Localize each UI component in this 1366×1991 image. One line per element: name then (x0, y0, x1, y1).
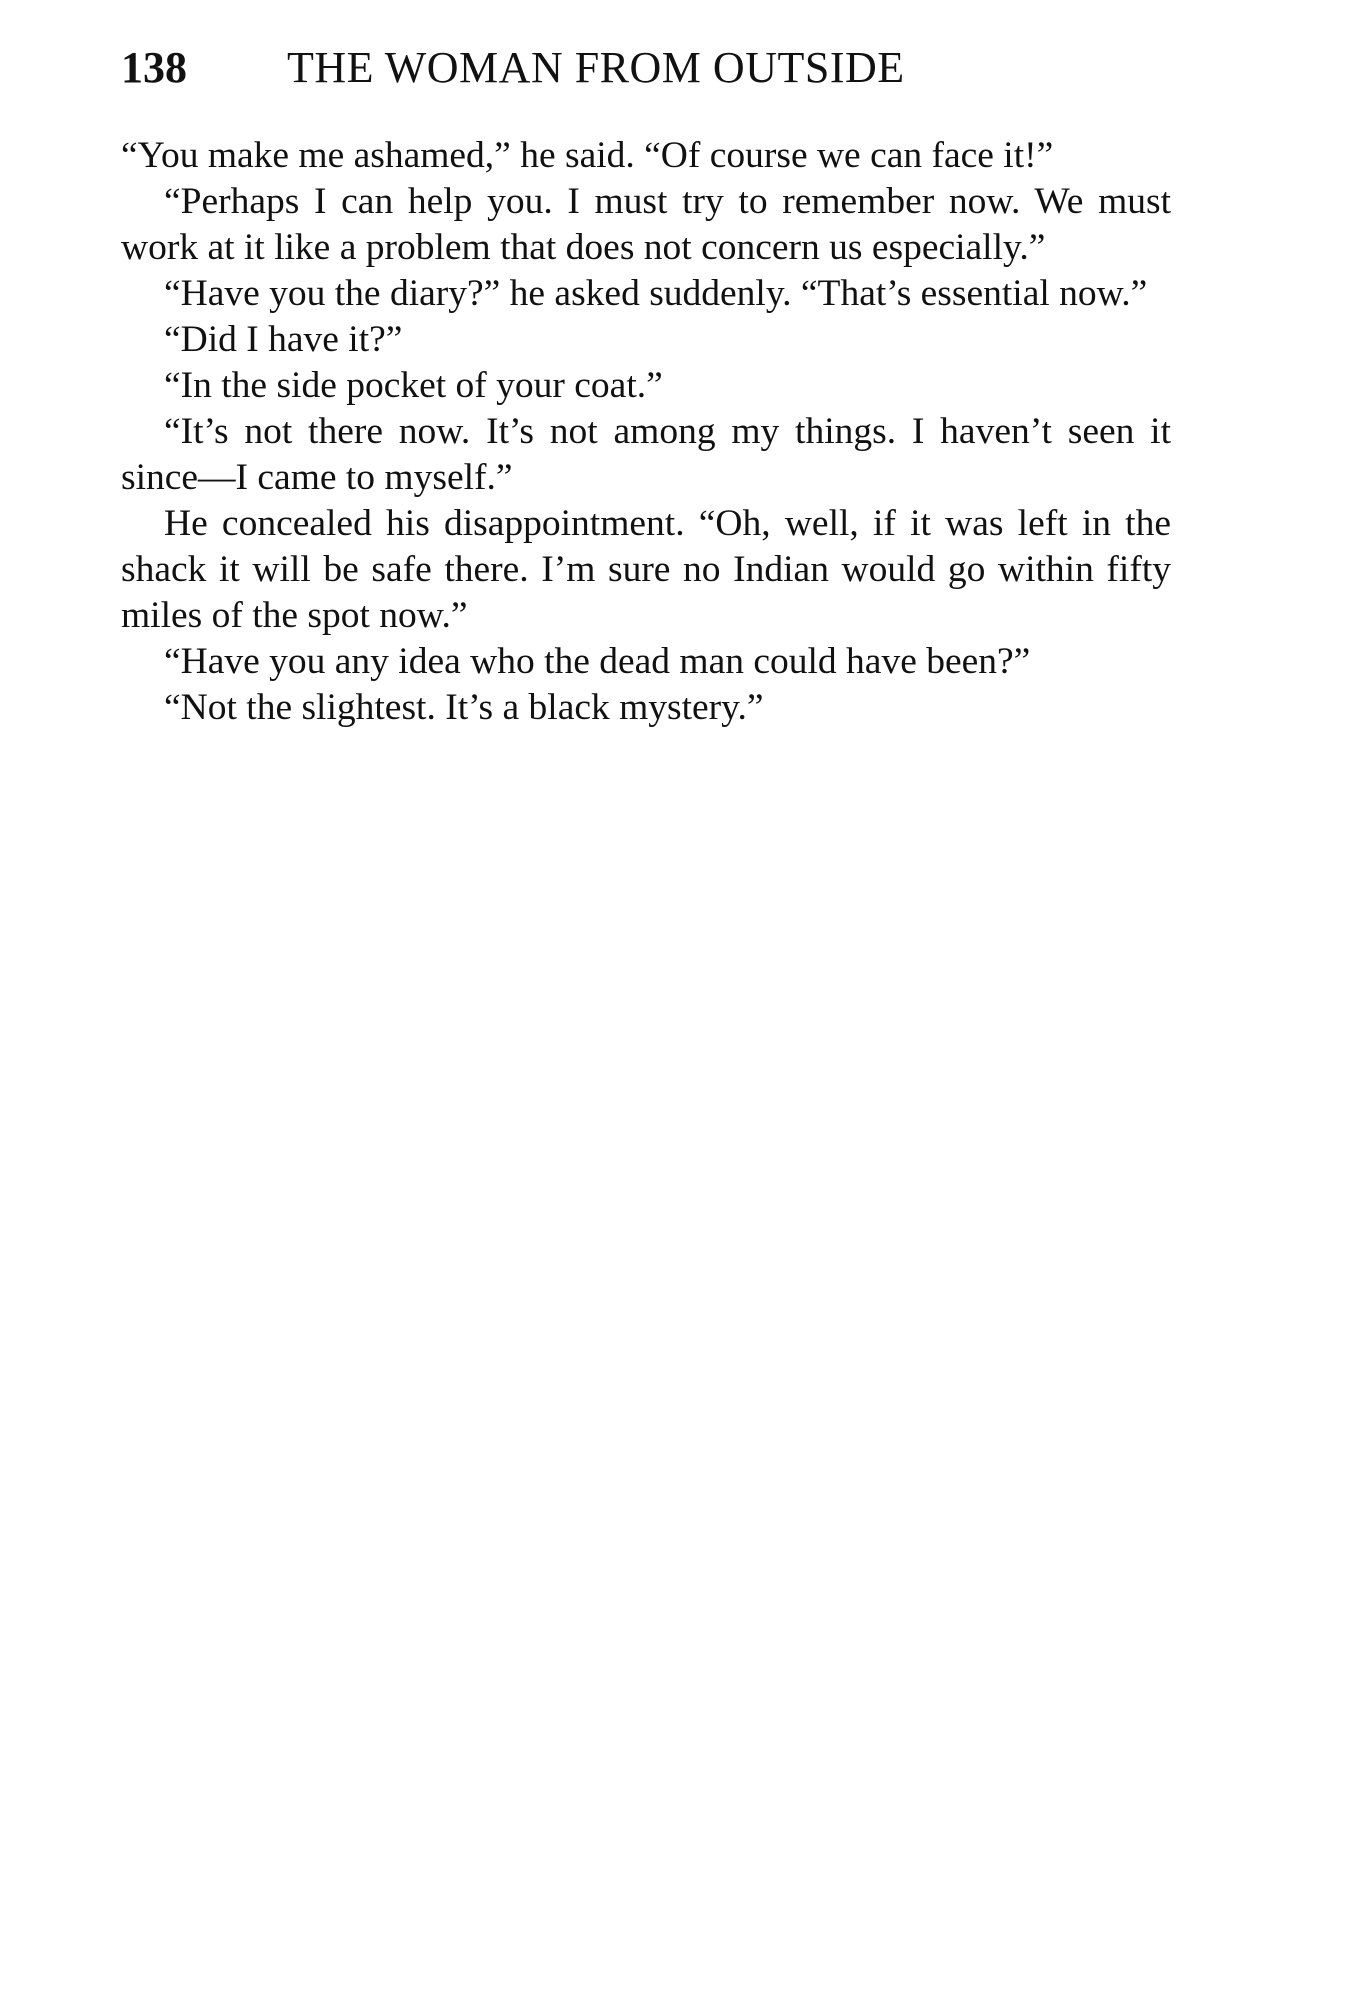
page-header (121, 40, 1171, 96)
paragraph: “Have you any idea who the dead man could have been?” (164, 641, 1031, 682)
page-number: 138 (121, 43, 187, 92)
running-title: THE WOMAN FROM OUTSIDE (287, 43, 905, 92)
paragraph: He concealed his disappointment. “Oh, well, if it was left in the shack it will be safe there. I’m sure no Indian would go within fifty miles of the spot now.” (121, 503, 1171, 636)
paragraph: “In the side pocket of your coat.” (164, 365, 663, 406)
paragraph: “Perhaps I can help you. I must try to remember now. We must work at it like a problem that does not concern us especially.” (121, 181, 1171, 268)
paragraph: “Not the slightest. It’s a black mystery.” (164, 687, 764, 728)
paragraph: “Did I have it?” (164, 319, 403, 360)
paragraph: “It’s not there now. It’s not among my things. I haven’t seen it since—I came to myself.” (121, 411, 1171, 498)
paragraph: “You make me ashamed,” he said. “Of course we can face it!” (121, 135, 1054, 176)
paragraph: “Have you the diary?” he asked suddenly. “That’s essential now.” (164, 273, 1148, 314)
body-text (121, 133, 1171, 731)
